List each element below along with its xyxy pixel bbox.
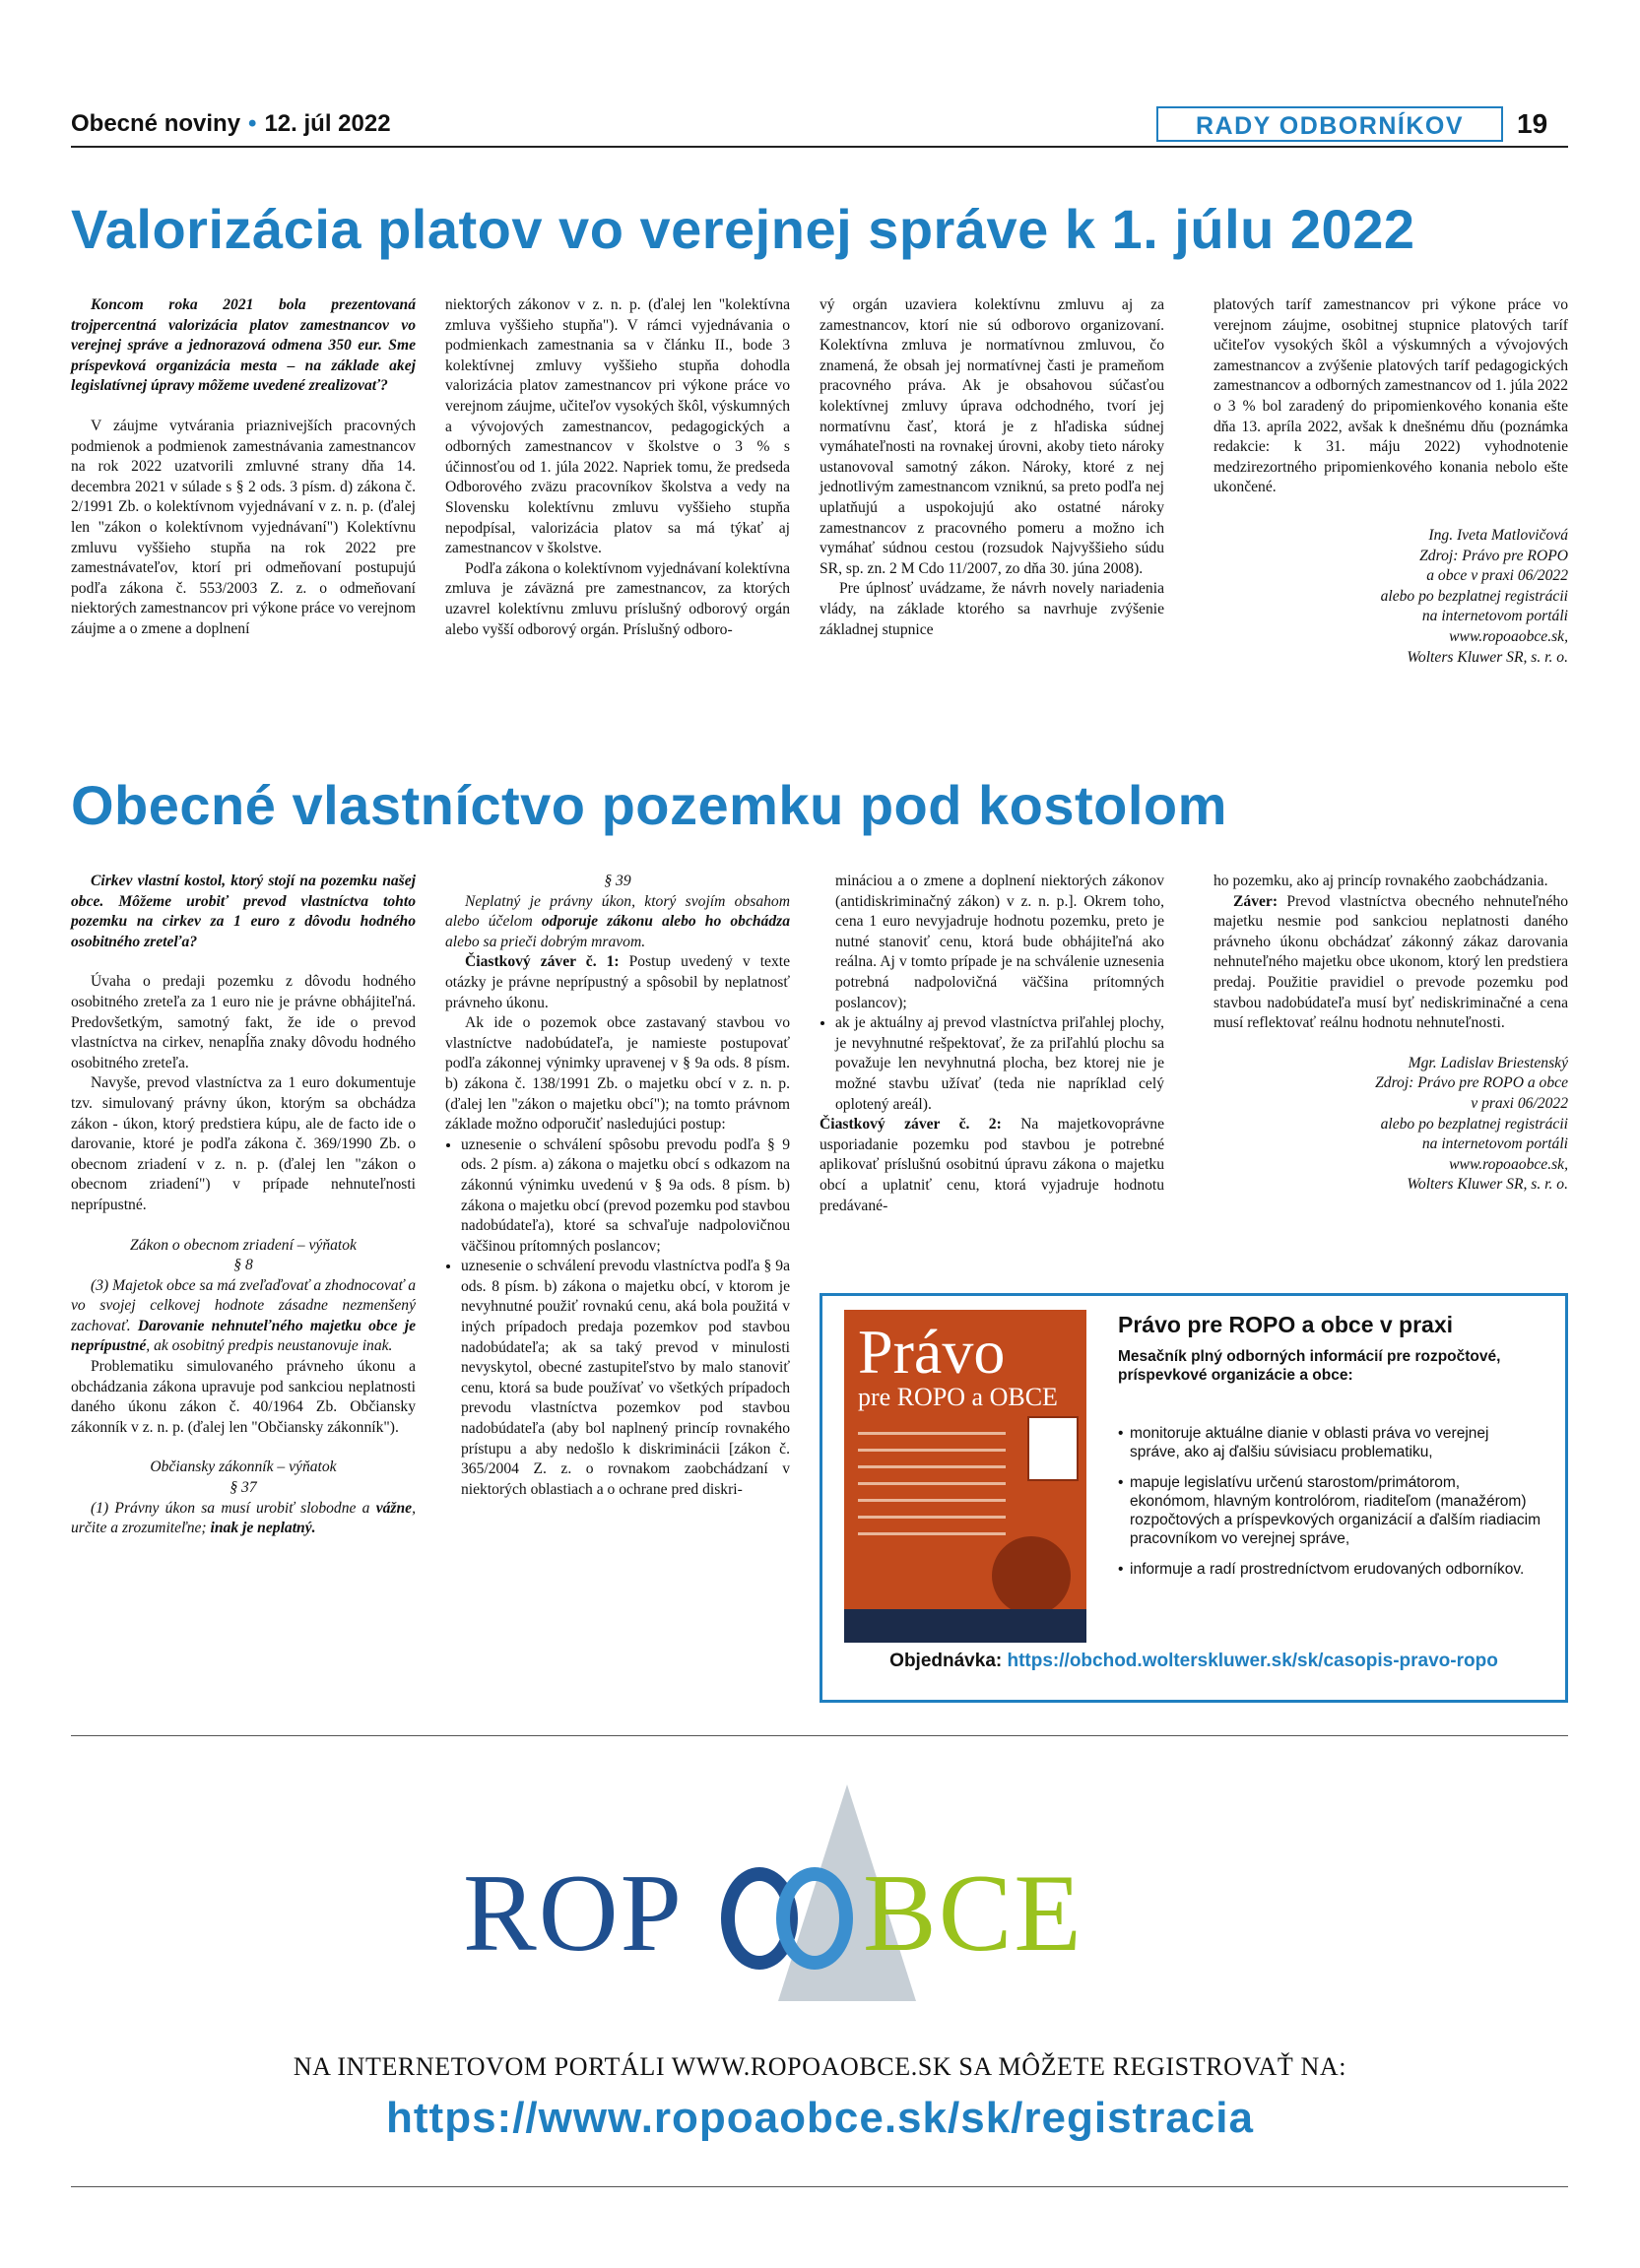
article2-paragraph: Úvaha o predaji pozemku z dôvodu hodného osobitného zreteľa za 1 euro nie je právne obhájiteľná. Predovšetkým, samotný fakt, že ide o prevod vlastníctva na cirkev, nenapĺňa znaky dôvodu hodného osobitného zreteľa. (71, 973, 416, 1071)
ad-feature: • monitoruje aktuálne dianie v oblasti práva vo verejnej správe, ako aj ďalšiu súvisiacu problematiku, (1118, 1424, 1542, 1461)
ad-feature: • informuje a radí prostredníctvom erudovaných odborníkov. (1118, 1560, 1542, 1579)
separator-dot: • (248, 110, 257, 137)
order-link[interactable]: https://obchod.wolterskluwer.sk/sk/casopis-pravo-ropo (1007, 1651, 1498, 1671)
order-label: Objednávka: (889, 1651, 1003, 1671)
article2-col2 (445, 872, 790, 1500)
list-item: • uznesenie o schválení spôsobu prevodu podľa § 9 ods. 2 písm. a) zákona o majetku obcí s odkazom na zákonnú výnimku uvedenú v § 9a ods. 8 písm. b) zákona o majetku obcí (prevod pozemku pod stavbou nadobúdateľa), ktoré sa schvaľuje nadpolovičnou väčšinou prítomných poslancov; (461, 1135, 790, 1258)
cover-text-lines (858, 1432, 1006, 1549)
article2-paragraph: ho pozemku, ako aj princíp rovnakého zaobchádzania. (1214, 873, 1548, 889)
registration-link[interactable]: https://www.ropoaobce.sk/sk/registracia (386, 2094, 1254, 2142)
logo-ring-light (776, 1867, 853, 1970)
article2-col4 (1214, 872, 1568, 1196)
article1-paragraph: Pre úplnosť uvádzame, že návrh novely nariadenia vlády, na základe ktorého sa navrhuje zvýšenie základnej stupnice (820, 580, 1164, 638)
ropoaobce-logo (463, 1810, 1172, 2017)
article2-col1 (71, 872, 416, 1539)
quote-text: (3) Majetok obce sa má zveľaďovať a zhodnocovať a vo svojej celkovej hodnote zásadne nezmenšený zachovať. Darovanie nehnuteľného majetku obce je neprípustné, ak osobitný predpis neustanovuje inak. (71, 1276, 417, 1355)
ad-subtitle: Mesačník plný odborných informácií pre rozpočtové, príspevkové organizácie a obce: (1118, 1348, 1501, 1384)
article1-col4 (1214, 295, 1568, 668)
partial-conclusion-2: Čiastkový záver č. 2: Na majetkovoprávne usporiadanie pozemku pod stavbou je potrebné aplikovať príslušnú osobitnú úpravu zákona o majetku obcí a uplatniť cenu, ktorá vyjadruje hodnotu predávané- (820, 1116, 1164, 1214)
logo-bce-text: BCE (863, 1852, 1083, 1975)
procedure-list (445, 1135, 790, 1501)
article1-col3 (820, 295, 1164, 640)
ad-feature-list (1118, 1424, 1542, 1590)
scales-icon (992, 1536, 1071, 1615)
list-continuation: mináciou a o zmene a doplnení niektorých zákonov (antidiskriminačný zákon) v z. n. p.]. Okrem toho, cena 1 euro nevyjadruje hodnotu pozemku, preto je nutné stanoviť cenu, ktorá bude obhájiteľná ako reálna. Aj v tomto prípade je na schválenie uznesenia potrebná nadpolovičná väčšina prítomných poslancov); (835, 873, 1164, 1011)
magazine-ad (820, 1293, 1568, 1703)
article1-signature: Ing. Iveta Matlovičová Zdroj: Právo pre ROPO a obce v praxi 06/2022 alebo po bezplatnej registrácii na internetovom portáli www.ropoaobce.sk, Wolters Kluwer SR, s. r. o. (1380, 526, 1568, 666)
quote-title: Zákon o obecnom zriadení – výňatok (130, 1236, 357, 1254)
article2-paragraph: Ak ide o pozemok obce zastavaný stavbou vo vlastníctve nadobúdateľa, je namieste postupovať podľa zákonnej výnimky upravenej v § 9a ods. 8 písm. b) zákona č. 138/1991 Zb. o majetku obcí v z. n. p. (ďalej len "zákon o majetku obcí"); na tomto právnom základe možno odporučiť nasledujúci postup: (445, 1014, 790, 1134)
section-label: RADY ODBORNÍKOV (1156, 106, 1503, 142)
article2-lead: Cirkev vlastní kostol, ktorý stojí na pozemku našej obce. Môžeme urobiť prevod vlastníctva tohto pozemku na cirkev za 1 euro z dôvodu hodného osobitného zreteľa? (71, 873, 416, 950)
quote-section: § 39 (604, 873, 631, 889)
procedure-list-cont (820, 1013, 1164, 1115)
quote-section: § 37 (230, 1479, 257, 1497)
list-item: • ak je aktuálny aj prevod vlastníctva priľahlej plochy, je nevyhnutné rešpektovať, že za priľahlú plochu sa považuje len nevyhnutná plocha, bez ktorej nie je možné stavbu užívať (teda nie napríklad celý oplotený areál). (835, 1013, 1164, 1115)
list-item: • uznesenie o schválení prevodu vlastníctva podľa § 9a ods. 8 písm. b) zákona o majetku obcí, v ktorom je nevyhnutné použiť rovnakú cenu, aká bola použitá v iných prípadoch predaja pozemkov pod stavbou nadobúdateľa; ak sa taký prevod v minulosti nevyskytol, obecné zastupiteľstvo by malo stanoviť cenu, ktorá sa bude používať vo všetkých prípadoch prevodu vlastníctva pozemkov pod stavbou nadobúdateľa (aby bol naplnený princíp rovnakého prístupu a aby nedošlo k diskriminácii [zákon č. 365/2004 Z. z. o rovnakom zaobchádzaní v niektorých oblastiach a o ochrane pred diskri- (461, 1257, 790, 1500)
page-header (71, 106, 1568, 146)
publication-line (71, 110, 391, 138)
section-rule (71, 1735, 1568, 1736)
article1-paragraph: Podľa zákona o kolektívnom vyjednávaní kolektívna zmluva je záväzná pre zamestnancov, za ktorých uzavrel kolektívnu zmluvu príslušný odborový orgán alebo vyšší odborový orgán. Príslušný odboro- (445, 559, 790, 638)
order-line (822, 1651, 1565, 1672)
article1-lead: Koncom roka 2021 bola prezentovaná trojpercentná valorizácia platov zamestnancov vo verejnej správe a jednorazová odmena 350 eur. Sme príspevková organizácia mesta – na základe akej legislatívnej úpravy môžeme uvedené zrealizovať? (71, 296, 416, 395)
article1-paragraph: vý orgán uzaviera kolektívnu zmluvu aj za zamestnancov, ktorí nie sú odborovo organizovaní. Kolektívna zmluva je normatívnou zmluvou, čo znamená, že obsah jej normatívnej časti je prameňom pracovného práva. Ak je obsahovou súčasťou kolektívnej zmluvy úprava odchodného, tvorí jej normatívnu časť, ktorá je z hľadiska súdnej vymáhateľnosti na rovnakej úrovni, akoby tieto nároky ustanovoval samotný zákon. Nároky, ktoré z nej jednotlivým zamestnancom vzniknú, sa preto podľa nej uplatňujú a uspokojujú ako ostatné nároky zamestnancov z pracovného pomeru a možno ich vymáhať súdnou cestou (rozsudok Najvyššieho súdu SR, sp. zn. 2 M Cdo 11/2007, zo dňa 30. júna 2008). (820, 296, 1164, 577)
article2-col3 (820, 872, 1164, 1216)
article2-paragraph: Navyše, prevod vlastníctva za 1 euro dokumentuje tzv. simulovaný právny úkon, ktorým sa obchádza zákon - úkon, ktorý predstiera kúpu, ale de facto ide o darovanie, ktoré je podľa zákona č. 369/1990 Zb. o obecnom zriadení v z. n. p. (ďalej len "zákon o obecnom zriadení") v prípade nehnuteľnosti neprípustné. (71, 1074, 416, 1213)
header-rule (71, 146, 1568, 148)
publication-name: Obecné noviny (71, 110, 241, 137)
partial-conclusion-1: Čiastkový záver č. 1: Postup uvedený v texte otázky je právne neprípustný a spôsobil by neplatnosť právneho úkonu. (445, 953, 790, 1011)
issue-date: 12. júl 2022 (264, 110, 391, 137)
conclusion: Záver: Prevod vlastníctva obecného nehnuteľného majetku nesmie pod sankciou neplatnosti daného právneho úkonu obchádzať zákonný zákaz darovania nehnuteľného majetku obce ukonom, ktorý len predstiera predaj. Použitie pravidiel o prevode pozemku pod stavbou nadobúdateľa musí byť nediskriminačné a cena musí reflektovať reálnu hodnotu nehnuteľnosti. (1214, 892, 1568, 1032)
article2-paragraph: Problematiku simulovaného právneho úkonu a obchádzania zákona upravuje pod sankciou neplatnosti daného úkonu zákon č. 40/1964 Zb. Občiansky zákonník v z. n. p. (ďalej len "Občiansky zákonník"). (71, 1358, 416, 1436)
quote-text: Neplatný je právny úkon, ktorý svojím obsahom alebo účelom odporuje zákonu alebo ho obchádza alebo sa prieči dobrým mravom. (445, 892, 790, 950)
article2-title: Obecné vlastníctvo pozemku pod kostolom (71, 774, 1227, 836)
registration-text: NA INTERNETOVOM PORTÁLI WWW.ROPOAOBCE.SK SA MÔŽETE REGISTROVAŤ NA: (293, 2052, 1347, 2081)
article1-paragraph: niektorých zákonov v z. n. p. (ďalej len "kolektívna zmluva vyššieho stupňa"). V rámci vyjednávania o podmienkach zamestnania sa v článku II., bode 3 kolektívnej zmluvy vyššieho stupňa dohodla valorizácia platov zamestnancov pri výkone práce vo verejnom záujme, učiteľov vysokých škôl, výskumných a vývojových zamestnancov, pedagogických a odborných zamestnancov v školstve o 3 % s účinnosťou od 1. júla 2022. Napriek tomu, že predseda Odborového zväzu pracovníkov školstva a vedy na Slovensku kolektívnu zmluvu vyššieho stupňa nepodpísal, valorizácia platov sa má týkať aj zamestnancov v školstve. (445, 296, 790, 557)
article1-col1 (71, 295, 416, 640)
quote-section: § 8 (233, 1257, 253, 1274)
article1-paragraph: V záujme vytvárania priaznivejších pracovných podmienok a podmienok zamestnávania zamestnancov na rok 2022 uzatvorili zmluvné strany dňa 14. decembra 2021 v súlade s § 2 ods. 3 písm. d) zákona č. 2/1991 Zb. o kolektívnom vyjednávaní v z. n. p. (ďalej len "zákon o kolektívnom vyjednávaní") Kolektívnu zmluvu vyššieho stupňa na rok 2022 pre zamestnávateľov, ktorí pri odmeňovaní postupujú podľa zákona č. 553/2003 Z. z. o odmeňovaní niektorých zamestnancov pri výkone práce vo verejnom záujme a o zmene a doplnení (71, 417, 416, 637)
cover-subtitle: pre ROPO a OBCE (858, 1383, 1058, 1411)
article1-col2 (445, 295, 790, 640)
cover-issue-badge (1027, 1416, 1079, 1481)
article1-title: Valorizácia platov vo verejnej správe k 1. júlu 2022 (71, 198, 1415, 260)
logo-ropo-text: ROP (463, 1852, 684, 1975)
cover-footer-band (844, 1609, 1086, 1643)
cover-title: Právo (858, 1317, 1006, 1387)
article2-signature: Mgr. Ladislav Briestenský Zdroj: Právo pre ROPO a obce v praxi 06/2022 alebo po bezplatnej registrácii na internetovom portáli www.ropoaobce.sk, Wolters Kluwer SR, s. r. o. (1375, 1054, 1568, 1194)
ad-feature: • mapuje legislatívu určenú starostom/primátorom, ekonómom, hlavným kontrolórom, riaditeľom (manažérom) rozpočtových a príspevkových organizácií a ďalším riadiacim pracovníkom vo verejnej správe, (1118, 1473, 1542, 1548)
quote-title: Občiansky zákonník – výňatok (150, 1458, 337, 1476)
footer-rule (71, 2186, 1568, 2187)
ad-title: Právo pre ROPO a obce v praxi (1118, 1312, 1454, 1337)
magazine-cover-image (844, 1310, 1086, 1643)
page-number: 19 (1517, 108, 1548, 139)
article1-paragraph: platových taríf zamestnancov pri výkone práce vo verejnom záujme, osobitnej stupnice platových taríf učiteľov vysokých škôl a výskumných a vývojových zamestnancov a zvýšenie platových taríf pedagogických zamestnancov a odborných zamestnancov od 1. júla 2022 o 3 % bol zaradený do pripomienkového konania ešte dňa 13. apríla 2022, avšak k dnešnému dňu (poznámka redakcie: k 31. máju 2022) vyhodnotenie medzirezortného pripomienkového konania nebolo ešte ukončené. (1214, 296, 1568, 496)
quote-text: (1) Právny úkon sa musí urobiť slobodne a vážne, určite a zrozumiteľne; inak je neplatný. (71, 1499, 416, 1537)
